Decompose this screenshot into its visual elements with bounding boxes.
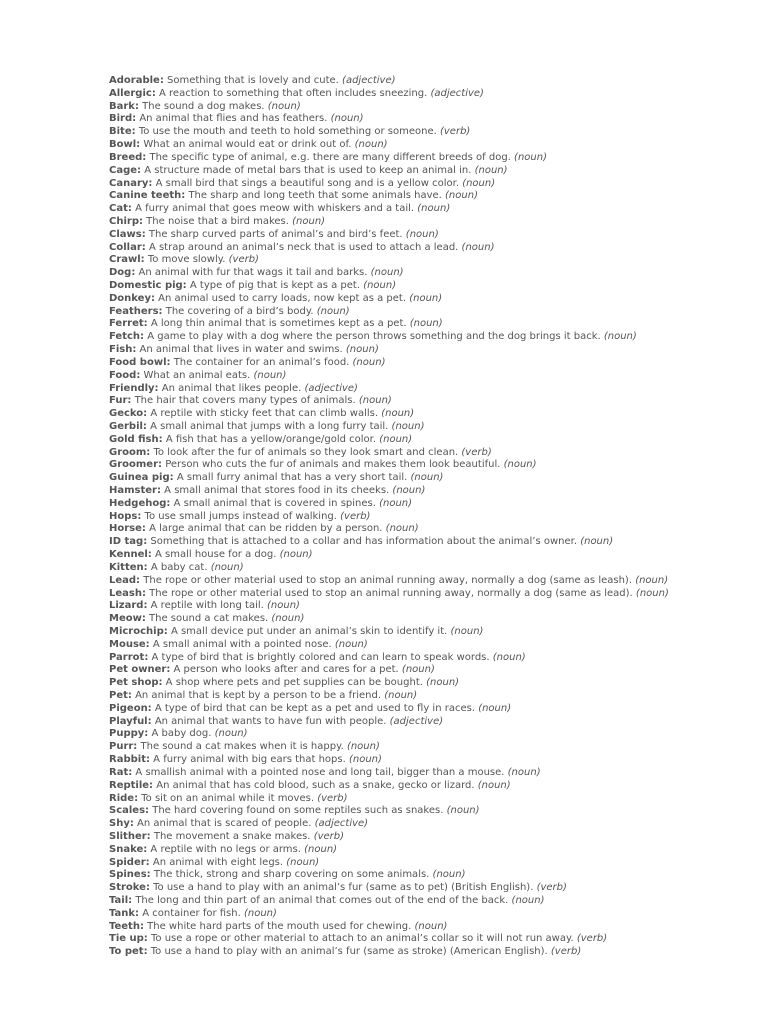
glossary-entry xyxy=(109,152,759,165)
glossary-definition: To use a hand to play with an animal’s fur (same as stroke) (American English). xyxy=(150,946,548,958)
glossary-definition: The hard covering found on some reptiles such as snakes. xyxy=(152,805,444,817)
glossary-entry xyxy=(109,767,759,780)
glossary-entry xyxy=(109,242,759,255)
glossary-entry xyxy=(109,946,759,959)
part-of-speech: (noun) xyxy=(417,203,451,215)
glossary-entry xyxy=(109,178,759,191)
glossary-definition: The container for an animal’s food. xyxy=(173,356,350,368)
glossary-term: Guinea pig: xyxy=(109,472,174,484)
glossary-definition: To look after the fur of animals so they look smart and clean. xyxy=(153,446,459,458)
glossary-entry xyxy=(109,434,759,447)
glossary-entry xyxy=(109,459,759,472)
part-of-speech: (noun) xyxy=(354,139,388,151)
glossary-term: Donkey: xyxy=(109,292,155,304)
part-of-speech: (noun) xyxy=(358,395,392,407)
glossary-term: Tail: xyxy=(109,895,133,906)
glossary-entry xyxy=(109,857,759,870)
glossary-definition: A small device put under an animal’s skin to identify it. xyxy=(170,625,448,637)
glossary-entry xyxy=(109,383,759,396)
glossary-term: Pet owner: xyxy=(109,664,171,676)
glossary-term: Playful: xyxy=(109,715,152,727)
glossary-entry xyxy=(109,472,759,485)
part-of-speech: (noun) xyxy=(477,779,511,791)
glossary-term: Parrot: xyxy=(109,651,149,663)
part-of-speech: (noun) xyxy=(330,113,364,125)
glossary-definition: A type of bird that is brightly colored and can learn to speak words. xyxy=(151,651,490,663)
glossary-definition: To use a rope or other material to attach to an animal’s collar so it will not run away. xyxy=(150,933,574,945)
part-of-speech: (noun) xyxy=(379,433,413,445)
glossary-entry xyxy=(109,370,759,383)
part-of-speech: (noun) xyxy=(635,574,669,586)
glossary-term: Scales: xyxy=(109,805,150,817)
glossary-entry xyxy=(109,895,759,908)
glossary-term: Bite: xyxy=(109,126,136,138)
glossary-entry xyxy=(109,190,759,203)
glossary-term: Fur: xyxy=(109,395,132,407)
part-of-speech: (noun) xyxy=(507,766,541,778)
glossary-definition: The long and thin part of an animal that comes out of the end of the back. xyxy=(135,895,509,906)
glossary-term: Lizard: xyxy=(109,600,148,612)
glossary-term: Microchip: xyxy=(109,625,168,637)
glossary-term: Kitten: xyxy=(109,561,148,573)
glossary-entry xyxy=(109,447,759,460)
glossary-term: Friendly: xyxy=(109,382,159,394)
glossary-definition: Something that is lovely and cute. xyxy=(167,75,339,86)
part-of-speech: (noun) xyxy=(253,369,287,381)
glossary-definition: The hair that covers many types of animals. xyxy=(134,395,356,407)
glossary-term: Snake: xyxy=(109,843,148,855)
glossary-definition: The white hard parts of the mouth used for chewing. xyxy=(147,920,412,932)
glossary-entry xyxy=(109,75,759,88)
glossary-entry xyxy=(109,831,759,844)
glossary-definition: A type of pig that is kept as a pet. xyxy=(189,280,360,291)
glossary-definition: To sit on an animal while it moves. xyxy=(141,792,315,804)
part-of-speech: (noun) xyxy=(391,420,425,432)
glossary-definition: An animal that wants to have fun with people. xyxy=(154,715,387,727)
part-of-speech: (noun) xyxy=(286,856,320,868)
glossary-entry xyxy=(109,728,759,741)
glossary-term: Pigeon: xyxy=(109,702,152,714)
part-of-speech: (noun) xyxy=(392,485,426,496)
glossary-term: Collar: xyxy=(109,241,146,253)
glossary-definition: The specific type of animal, e.g. there are many different breeds of dog. xyxy=(149,151,511,163)
glossary-definition: A long thin animal that is sometimes kept as a pet. xyxy=(150,318,407,330)
glossary-term: Feathers: xyxy=(109,305,163,317)
glossary-definition: A shop where pets and pet supplies can be bought. xyxy=(165,677,423,689)
glossary-definition: The rope or other material used to stop an animal running away, normally a dog (same as lead). xyxy=(149,587,633,599)
glossary-definition: A type of bird that can be kept as a pet and used to fly in races. xyxy=(154,702,475,714)
glossary-entry xyxy=(109,318,759,331)
glossary-entry xyxy=(109,254,759,267)
glossary-term: Hedgehog: xyxy=(109,497,171,509)
glossary-definition: The thick, strong and sharp covering on some animals. xyxy=(153,869,430,881)
glossary-entry xyxy=(109,908,759,921)
glossary-entry xyxy=(109,613,759,626)
glossary-definition: What an animal would eat or drink out of. xyxy=(143,139,352,151)
glossary-entry xyxy=(109,421,759,434)
glossary-entry xyxy=(109,869,759,882)
part-of-speech: (noun) xyxy=(503,459,537,471)
glossary-term: Domestic pig: xyxy=(109,280,187,291)
glossary-entry xyxy=(109,754,759,767)
part-of-speech: (noun) xyxy=(414,920,448,932)
glossary-definition: The sound a dog makes. xyxy=(142,100,265,112)
part-of-speech: (noun) xyxy=(635,587,669,599)
glossary-entry xyxy=(109,344,759,357)
part-of-speech: (noun) xyxy=(461,241,495,253)
glossary-term: Ride: xyxy=(109,792,139,804)
glossary-entry xyxy=(109,703,759,716)
glossary-definition: An animal that lives in water and swims. xyxy=(139,344,343,356)
part-of-speech: (noun) xyxy=(426,677,460,689)
glossary-entry xyxy=(109,600,759,613)
part-of-speech: (noun) xyxy=(379,497,413,509)
glossary-entry xyxy=(109,101,759,114)
glossary-definition: A strap around an animal’s neck that is used to attach a lead. xyxy=(148,241,459,253)
glossary-entry xyxy=(109,216,759,229)
glossary-term: Shy: xyxy=(109,818,134,830)
glossary-term: Canine teeth: xyxy=(109,190,186,202)
glossary-definition: A furry animal that goes meow with whiskers and a tail. xyxy=(135,203,415,215)
part-of-speech: (noun) xyxy=(214,728,248,740)
part-of-speech: (noun) xyxy=(385,523,419,535)
part-of-speech: (noun) xyxy=(409,318,443,330)
glossary-definition: The sound a cat makes. xyxy=(149,613,269,625)
glossary-entry xyxy=(109,549,759,562)
glossary-entry xyxy=(109,626,759,639)
glossary-term: Pet: xyxy=(109,690,132,701)
glossary-term: Spider: xyxy=(109,856,150,868)
glossary-definition: An animal that flies and has feathers. xyxy=(139,113,328,125)
part-of-speech: (noun) xyxy=(381,408,415,420)
part-of-speech: (noun) xyxy=(292,215,326,227)
glossary-definition: A small bird that sings a beautiful song and is a yellow color. xyxy=(155,177,459,189)
glossary-definition: A small animal with a pointed nose. xyxy=(152,638,332,650)
part-of-speech: (noun) xyxy=(410,472,444,484)
glossary-definition: A reaction to something that often includes sneezing. xyxy=(159,87,428,99)
part-of-speech: (noun) xyxy=(243,907,277,919)
glossary-entry xyxy=(109,921,759,934)
glossary-definition: A container for fish. xyxy=(142,907,241,919)
glossary-term: Stroke: xyxy=(109,882,150,894)
part-of-speech: (noun) xyxy=(279,549,313,561)
glossary-definition: An animal that likes people. xyxy=(161,382,302,394)
glossary-entry xyxy=(109,639,759,652)
glossary-definition: A small animal that jumps with a long furry tail. xyxy=(150,420,389,432)
part-of-speech: (noun) xyxy=(474,164,508,176)
glossary-term: Fish: xyxy=(109,344,137,356)
part-of-speech: (noun) xyxy=(316,305,350,317)
glossary-entry xyxy=(109,690,759,703)
glossary-definition: The rope or other material used to stop an animal running away, normally a dog (same as leash). xyxy=(143,574,632,586)
part-of-speech: (verb) xyxy=(461,446,492,458)
part-of-speech: (noun) xyxy=(514,151,547,163)
part-of-speech: (noun) xyxy=(409,292,443,304)
part-of-speech: (noun) xyxy=(271,613,305,625)
glossary-definition: A smallish animal with a pointed nose and long tail, bigger than a mouse. xyxy=(135,766,505,778)
part-of-speech: (noun) xyxy=(210,561,244,573)
glossary-definition: An animal used to carry loads, now kept as a pet. xyxy=(158,292,407,304)
glossary-entry xyxy=(109,485,759,498)
glossary-term: Slither: xyxy=(109,830,151,842)
part-of-speech: (verb) xyxy=(536,882,567,894)
part-of-speech: (verb) xyxy=(576,933,608,945)
glossary-term: Bird: xyxy=(109,113,137,125)
glossary-entry xyxy=(109,357,759,370)
glossary-term: Teeth: xyxy=(109,920,144,932)
glossary-term: Crawl: xyxy=(109,254,145,266)
glossary-definition: A furry animal with big ears that hops. xyxy=(153,754,346,766)
glossary-definition: A small animal that is covered in spines. xyxy=(173,497,376,509)
glossary-entry xyxy=(109,395,759,408)
glossary-term: Spines: xyxy=(109,869,151,881)
part-of-speech: (noun) xyxy=(363,280,397,291)
glossary-term: Tie up: xyxy=(109,933,148,945)
glossary-entry xyxy=(109,844,759,857)
glossary-term: Groom: xyxy=(109,446,151,458)
part-of-speech: (noun) xyxy=(348,754,382,766)
glossary-term: Bark: xyxy=(109,100,139,112)
glossary-definition: A game to play with a dog where the person throws something and the dog brings it back. xyxy=(147,331,601,343)
glossary-term: Mouse: xyxy=(109,638,150,650)
glossary-entry xyxy=(109,331,759,344)
glossary-entry xyxy=(109,408,759,421)
part-of-speech: (noun) xyxy=(345,344,379,356)
glossary-term: Food: xyxy=(109,369,141,381)
part-of-speech: (adjective) xyxy=(314,818,369,830)
glossary-entry xyxy=(109,126,759,139)
glossary-term: Puppy: xyxy=(109,728,149,740)
glossary-entry xyxy=(109,588,759,601)
glossary-term: Gerbil: xyxy=(109,420,147,432)
glossary-term: Adorable: xyxy=(109,75,164,86)
glossary-entry xyxy=(109,716,759,729)
glossary-term: Bowl: xyxy=(109,139,141,151)
glossary-term: Cat: xyxy=(109,203,132,215)
glossary-term: Rat: xyxy=(109,766,133,778)
glossary-entry xyxy=(109,511,759,524)
glossary-term: Claws: xyxy=(109,228,146,240)
glossary-term: Breed: xyxy=(109,151,147,163)
glossary-definition: An animal with eight legs. xyxy=(152,856,284,868)
glossary-entry xyxy=(109,575,759,588)
part-of-speech: (adjective) xyxy=(304,382,358,394)
glossary-entry xyxy=(109,203,759,216)
part-of-speech: (noun) xyxy=(370,267,404,279)
glossary-definition: The sharp curved parts of animal’s and bird’s feet. xyxy=(148,228,403,240)
glossary-definition: A baby cat. xyxy=(150,561,208,573)
glossary-definition: To use a hand to play with an animal’s fur (same as to pet) (British English). xyxy=(153,882,534,894)
part-of-speech: (verb) xyxy=(228,254,259,266)
part-of-speech: (noun) xyxy=(511,895,545,906)
glossary-definition: The movement a snake makes. xyxy=(153,830,311,842)
glossary-definition: To use the mouth and teeth to hold something or someone. xyxy=(138,126,437,138)
glossary-definition: Something that is attached to a collar and has information about the animal’s owner. xyxy=(150,536,578,548)
glossary-entry xyxy=(109,780,759,793)
glossary-definition: A small house for a dog. xyxy=(155,549,277,561)
glossary-definition: A baby dog. xyxy=(151,728,212,740)
part-of-speech: (noun) xyxy=(450,625,484,637)
glossary-term: Gold fish: xyxy=(109,433,163,445)
part-of-speech: (verb) xyxy=(550,946,582,958)
part-of-speech: (noun) xyxy=(334,638,368,650)
part-of-speech: (adjective) xyxy=(430,87,484,99)
glossary-term: Meow: xyxy=(109,613,146,625)
glossary-entry xyxy=(109,664,759,677)
glossary-term: Ferret: xyxy=(109,318,148,330)
glossary-definition: What an animal eats. xyxy=(143,369,251,381)
part-of-speech: (noun) xyxy=(346,741,380,753)
glossary-definition: The sharp and long teeth that some animals have. xyxy=(188,190,442,202)
part-of-speech: (noun) xyxy=(267,100,301,112)
glossary-entry xyxy=(109,293,759,306)
glossary-term: Groomer: xyxy=(109,459,163,471)
part-of-speech: (noun) xyxy=(405,228,439,240)
glossary-definition: A fish that has a yellow/orange/gold color. xyxy=(165,433,377,445)
glossary-term: Canary: xyxy=(109,177,153,189)
glossary-term: Allergic: xyxy=(109,87,156,99)
glossary-entry xyxy=(109,562,759,575)
glossary-term: Hops: xyxy=(109,510,142,522)
glossary-definition: The noise that a bird makes. xyxy=(146,215,289,227)
glossary-definition: A large animal that can be ridden by a person. xyxy=(149,523,383,535)
glossary-definition: An animal that is scared of people. xyxy=(137,818,312,830)
glossary-entry xyxy=(109,165,759,178)
glossary-entry xyxy=(109,498,759,511)
glossary-definition: To move slowly. xyxy=(147,254,226,266)
glossary-definition: A reptile with no legs or arms. xyxy=(150,843,301,855)
part-of-speech: (verb) xyxy=(439,126,471,138)
glossary-term: ID tag: xyxy=(109,536,148,548)
part-of-speech: (noun) xyxy=(384,690,418,701)
glossary-entry xyxy=(109,882,759,895)
glossary-term: Hamster: xyxy=(109,485,161,496)
glossary-term: Gecko: xyxy=(109,408,148,420)
part-of-speech: (noun) xyxy=(401,664,435,676)
glossary-definition: A structure made of metal bars that is used to keep an animal in. xyxy=(144,164,472,176)
glossary-entry xyxy=(109,113,759,126)
glossary-entry xyxy=(109,933,759,946)
part-of-speech: (noun) xyxy=(267,600,300,612)
glossary-entry xyxy=(109,818,759,831)
glossary-list xyxy=(109,75,759,959)
glossary-term: To pet: xyxy=(109,946,148,958)
glossary-term: Fetch: xyxy=(109,331,145,343)
glossary-entry xyxy=(109,523,759,536)
glossary-definition: An animal that has cold blood, such as a snake, gecko or lizard. xyxy=(156,779,475,791)
glossary-term: Purr: xyxy=(109,741,138,753)
part-of-speech: (noun) xyxy=(580,536,614,548)
glossary-definition: A small furry animal that has a very short tail. xyxy=(176,472,408,484)
part-of-speech: (verb) xyxy=(317,792,348,804)
glossary-entry xyxy=(109,805,759,818)
glossary-term: Food bowl: xyxy=(109,356,171,368)
part-of-speech: (noun) xyxy=(304,843,338,855)
glossary-definition: A reptile with long tail. xyxy=(150,600,264,612)
part-of-speech: (noun) xyxy=(352,356,386,368)
glossary-term: Pet shop: xyxy=(109,677,163,689)
glossary-term: Horse: xyxy=(109,523,146,535)
part-of-speech: (verb) xyxy=(313,830,345,842)
glossary-entry xyxy=(109,88,759,101)
glossary-term: Leash: xyxy=(109,587,146,599)
glossary-definition: A small animal that stores food in its cheeks. xyxy=(164,485,390,496)
part-of-speech: (noun) xyxy=(445,190,478,202)
glossary-definition: Person who cuts the fur of animals and makes them look beautiful. xyxy=(165,459,501,471)
part-of-speech: (noun) xyxy=(492,651,526,663)
glossary-term: Tank: xyxy=(109,907,140,919)
glossary-entry xyxy=(109,280,759,293)
glossary-definition: The sound a cat makes when it is happy. xyxy=(140,741,344,753)
glossary-term: Kennel: xyxy=(109,549,152,561)
part-of-speech: (adjective) xyxy=(342,75,396,86)
part-of-speech: (verb) xyxy=(340,510,371,522)
glossary-term: Lead: xyxy=(109,574,141,586)
part-of-speech: (noun) xyxy=(478,702,512,714)
part-of-speech: (adjective) xyxy=(389,715,444,727)
glossary-term: Rabbit: xyxy=(109,754,150,766)
glossary-term: Dog: xyxy=(109,267,136,279)
glossary-term: Reptile: xyxy=(109,779,154,791)
part-of-speech: (noun) xyxy=(603,331,637,343)
glossary-entry xyxy=(109,793,759,806)
glossary-definition: A person who looks after and cares for a pet. xyxy=(173,664,399,676)
glossary-entry xyxy=(109,652,759,665)
glossary-definition: The covering of a bird’s body. xyxy=(165,305,314,317)
part-of-speech: (noun) xyxy=(462,177,496,189)
glossary-entry xyxy=(109,139,759,152)
glossary-entry xyxy=(109,229,759,242)
glossary-entry xyxy=(109,267,759,280)
glossary-definition: An animal that is kept by a person to be a friend. xyxy=(135,690,382,701)
glossary-term: Cage: xyxy=(109,164,142,176)
part-of-speech: (noun) xyxy=(432,869,466,881)
glossary-definition: An animal with fur that wags it tail and barks. xyxy=(138,267,368,279)
glossary-entry xyxy=(109,741,759,754)
glossary-entry xyxy=(109,536,759,549)
glossary-entry xyxy=(109,677,759,690)
glossary-definition: A reptile with sticky feet that can climb walls. xyxy=(150,408,379,420)
glossary-entry xyxy=(109,306,759,319)
glossary-definition: To use small jumps instead of walking. xyxy=(144,510,337,522)
part-of-speech: (noun) xyxy=(446,805,480,817)
glossary-term: Chirp: xyxy=(109,215,143,227)
